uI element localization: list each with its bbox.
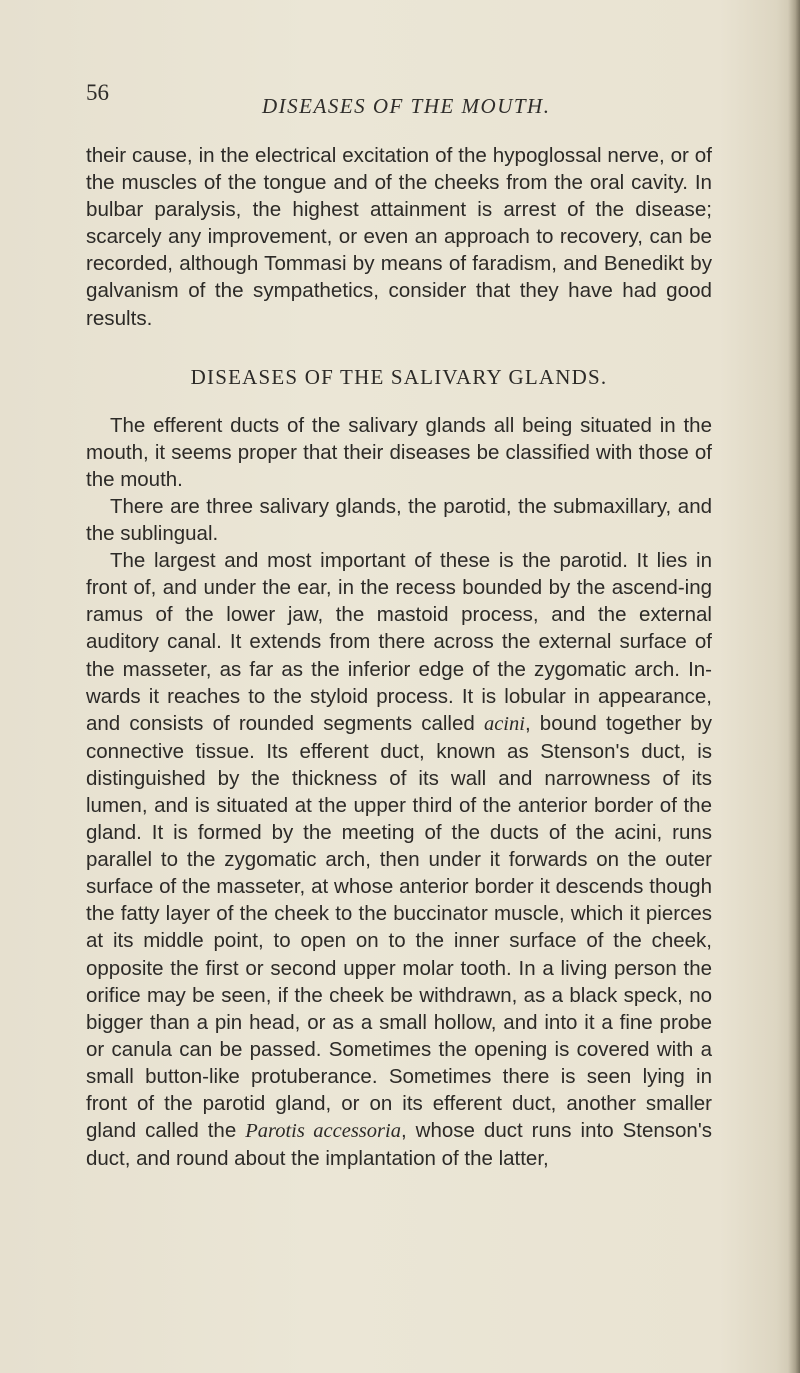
body-text bbox=[86, 142, 712, 1172]
parotid-text-part-2: , bound together by connective tissue. Its efferent duct, known as Stenson's duct, is distinguished by the thickness of its wall and narrowness of its lumen, and is situated at the upper third of the anterior border of the gland. It is formed by the meeting of the ducts of the acini, runs parallel to the zygomatic arch, then under it forwards on the outer surface of the masseter, at whose anterior border it descends though the fatty layer of the cheek to the buccinator muscle, which it pierces at its middle point, to open on to the inner surface of the cheek, opposite the first or second upper molar tooth. In a living person the orifice may be seen, if the cheek be withdrawn, as a black speck, no bigger than a pin head, or as a small hollow, and into it a fine probe or canula can be passed. Sometimes the opening is covered with a small button-like protuberance. Sometimes there is seen lying in front of the parotid gland, or on its efferent duct, another smaller gland called the bbox=[86, 711, 712, 1143]
paragraph-three-glands: There are three salivary glands, the parotid, the submaxillary, and the sublingual. bbox=[86, 494, 712, 546]
italic-parotis-accessoria: Parotis accessoria bbox=[245, 1120, 401, 1143]
italic-acini: acini bbox=[483, 712, 525, 735]
paragraph-bulbar-paralysis: their cause, in the electrical excitation of the hypoglossal nerve, or of the muscles of the tongue and of the cheeks from the oral cavity. In bulbar paralysis, the highest attainment is arrest of the disease; scarcely any improvement, or even an approach to recovery, can be recorded, although Tommasi by means of faradism, and Benedikt by galvanism of the sympathetics, consider that they have had good results. bbox=[86, 144, 712, 330]
running-head: DISEASES OF THE MOUTH. bbox=[262, 94, 551, 118]
page-header bbox=[86, 80, 726, 120]
paragraph-efferent-ducts: The efferent ducts of the salivary glands all being situated in the mouth, it seems proper that their diseases be classified with those of the mouth. bbox=[86, 413, 712, 491]
parotid-text-part-3: , whose duct runs into Stenson's duct, and round about the implantation of the latter, bbox=[86, 1119, 712, 1171]
section-heading: DISEASES OF THE SALIVARY GLANDS. bbox=[190, 364, 608, 389]
paragraph-parotid bbox=[86, 547, 712, 1172]
page-edge-shadow bbox=[788, 0, 800, 1373]
parotid-text-part-1: The largest and most important of these is the parotid. It lies in front of, and under the ear, in the recess bounded by the ascend-ing ramus of the lower jaw, the mastoid process, and the external auditory canal. It extends from there across the external surface of the masseter, as far as the inferior edge of the zygomatic arch. In-wards it reaches to the styloid process. It is lobular in appearance, and consists of rounded segments called bbox=[86, 549, 712, 735]
page-number: 56 bbox=[86, 80, 109, 105]
